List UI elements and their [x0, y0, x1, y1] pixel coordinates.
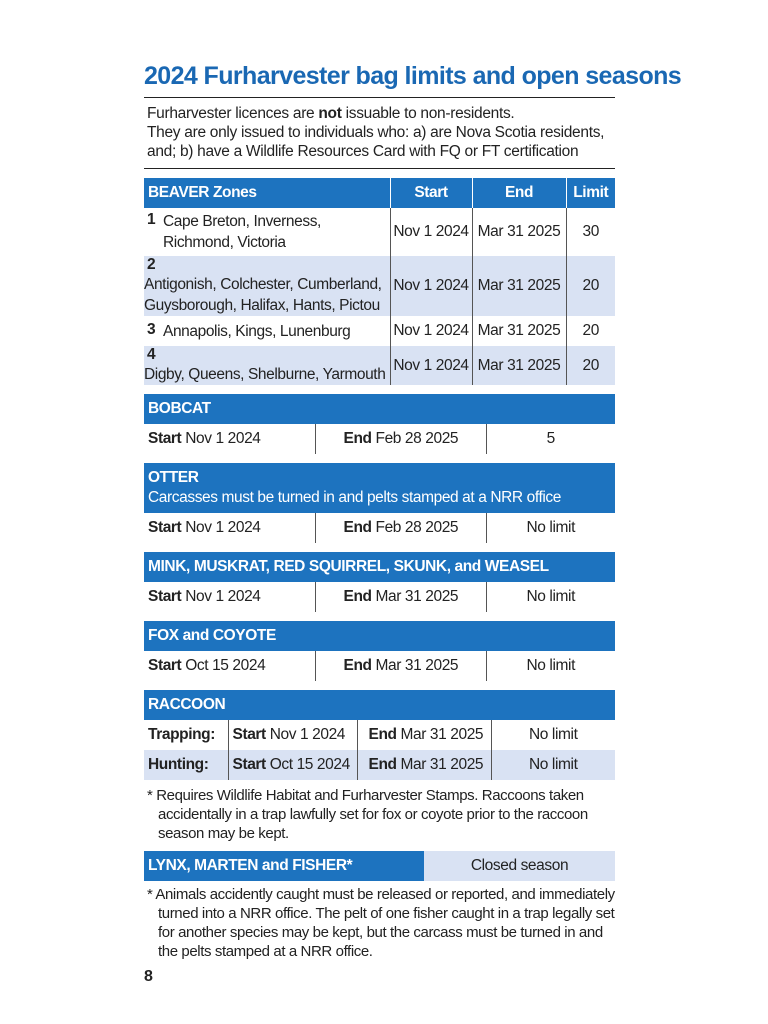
- zone-line: Guysborough, Halifax, Hants, Pictou: [144, 297, 380, 314]
- method-type: Trapping:: [148, 726, 216, 743]
- intro-line1-bold: not: [318, 105, 342, 122]
- start-date: Nov 1 2024: [390, 346, 472, 385]
- end-date: Mar 31 2025: [472, 316, 566, 346]
- start-cell: [144, 582, 315, 612]
- end-date: Mar 31 2025: [472, 208, 566, 256]
- fox-table: [144, 651, 615, 681]
- bag-limit: 20: [566, 256, 615, 316]
- zone-number: 3: [147, 320, 156, 338]
- table-row: [144, 720, 615, 750]
- otter-note: Carcasses must be turned in and pelts stamped at a NRR office: [148, 489, 561, 506]
- bag-limit: No limit: [486, 582, 615, 612]
- beaver-header-row: [144, 178, 615, 208]
- bag-limit: No limit: [491, 750, 615, 780]
- method-type: Hunting:: [148, 756, 209, 773]
- end-date: Mar 31 2025: [400, 756, 484, 773]
- lynx-header: LYNX, MARTEN and FISHER*: [144, 851, 424, 881]
- end-date: Mar 31 2025: [375, 588, 459, 605]
- table-row: [144, 316, 615, 346]
- bag-limit: 20: [566, 316, 615, 346]
- zone-line: Antigonish, Colchester, Cumberland,: [144, 276, 382, 293]
- table-row: [144, 424, 615, 454]
- otter-header: [144, 463, 615, 513]
- page-title: 2024 Furharvester bag limits and open seasons: [144, 62, 682, 90]
- raccoon-header: RACCOON: [144, 690, 615, 720]
- start-date: Oct 15 2024: [185, 657, 266, 674]
- bag-limit: 30: [566, 208, 615, 256]
- start-cell: [144, 513, 315, 543]
- bag-limit: 5: [486, 424, 615, 454]
- zone-number: 4: [147, 346, 156, 363]
- raccoon-footnote: [144, 780, 615, 843]
- table-row: [144, 346, 615, 385]
- footnote-line: turned into a NRR office. The pelt of one fisher caught in a trap legally set: [158, 905, 615, 922]
- start-date: Nov 1 2024: [390, 256, 472, 316]
- footnote-line: * Requires Wildlife Habitat and Furharvester Stamps. Raccoons taken: [147, 787, 584, 804]
- closed-season-status: Closed season: [424, 851, 615, 881]
- end-cell: [315, 582, 486, 612]
- intro-line2: They are only issued to individuals who: a) are Nova Scotia residents,: [147, 124, 605, 141]
- start-cell: [144, 651, 315, 681]
- start-label: Start: [148, 657, 182, 674]
- zone-names: Annapolis, Kings, Lunenburg: [163, 322, 351, 340]
- beaver-table: [144, 178, 615, 385]
- zone-line: Cape Breton, Inverness,: [163, 213, 321, 230]
- mink-header: MINK, MUSKRAT, RED SQUIRREL, SKUNK, and WEASEL: [144, 552, 615, 582]
- end-cell: [315, 424, 486, 454]
- intro-line3: and; b) have a Wildlife Resources Card with FQ or FT certification: [147, 143, 579, 160]
- lynx-row: [144, 851, 615, 881]
- end-date: Mar 31 2025: [400, 726, 484, 743]
- zone-number: 2: [147, 256, 156, 273]
- start-date: Nov 1 2024: [269, 726, 346, 743]
- start-label: Start: [232, 726, 266, 743]
- method-label: [144, 750, 228, 780]
- table-row: [144, 750, 615, 780]
- table-row: [144, 582, 615, 612]
- start-cell: [144, 424, 315, 454]
- start-label: Start: [232, 756, 266, 773]
- zone-names: [144, 274, 382, 316]
- start-date: Nov 1 2024: [390, 316, 472, 346]
- start-label: Start: [148, 519, 182, 536]
- footnote-line: * Animals accidently caught must be released or reported, and immediately: [147, 886, 615, 903]
- bag-limit: No limit: [486, 513, 615, 543]
- regulations-page: [144, 62, 682, 961]
- beaver-start-header: Start: [390, 178, 472, 208]
- end-label: End: [343, 657, 372, 674]
- end-cell: [357, 720, 491, 750]
- end-date: Feb 28 2025: [375, 430, 459, 447]
- otter-table: [144, 513, 615, 543]
- start-date: Nov 1 2024: [185, 430, 261, 447]
- bobcat-header: BOBCAT: [144, 394, 615, 424]
- end-label: End: [368, 756, 397, 773]
- start-date: Nov 1 2024: [185, 588, 261, 605]
- bag-limit: No limit: [486, 651, 615, 681]
- bag-limit: No limit: [491, 720, 615, 750]
- table-row: [144, 513, 615, 543]
- beaver-zones-header: BEAVER Zones: [144, 178, 390, 208]
- intro-text: [144, 98, 615, 168]
- start-date: Oct 15 2024: [269, 756, 350, 773]
- zone-names: Digby, Queens, Shelburne, Yarmouth: [144, 366, 386, 383]
- table-row: [144, 208, 615, 256]
- end-date: Mar 31 2025: [472, 346, 566, 385]
- end-label: End: [343, 430, 372, 447]
- end-date: Feb 28 2025: [375, 519, 459, 536]
- end-date: Mar 31 2025: [375, 657, 459, 674]
- zone-names: [163, 211, 321, 253]
- beaver-end-header: End: [472, 178, 566, 208]
- otter-title: OTTER: [148, 469, 199, 486]
- start-cell: [228, 720, 357, 750]
- end-label: End: [343, 519, 372, 536]
- zone-line: Richmond, Victoria: [163, 234, 286, 251]
- start-label: Start: [148, 588, 182, 605]
- bobcat-table: [144, 424, 615, 454]
- end-label: End: [368, 726, 397, 743]
- page-number: 8: [144, 968, 153, 985]
- footnote-line: the pelts stamped at a NRR office.: [158, 943, 373, 960]
- lynx-footnote: [144, 881, 615, 961]
- footnote-line: accidentally in a trap lawfully set for fox or coyote prior to the raccoon: [158, 806, 588, 823]
- intro-line1-pre: Furharvester licences are: [147, 105, 319, 122]
- beaver-limit-header: Limit: [566, 178, 615, 208]
- footnote-line: season may be kept.: [158, 825, 289, 842]
- table-row: [144, 256, 615, 316]
- end-cell: [315, 513, 486, 543]
- intro-line1-post: issuable to non-residents.: [341, 105, 515, 122]
- start-cell: [228, 750, 357, 780]
- zone-number: 1: [147, 211, 156, 228]
- end-cell: [315, 651, 486, 681]
- start-label: Start: [148, 430, 182, 447]
- fox-header: FOX and COYOTE: [144, 621, 615, 651]
- method-label: [144, 720, 228, 750]
- footnote-line: for another species may be kept, but the carcass must be turned in and: [158, 924, 603, 941]
- start-date: Nov 1 2024: [390, 208, 472, 256]
- mink-table: [144, 582, 615, 612]
- end-label: End: [343, 588, 372, 605]
- end-date: Mar 31 2025: [472, 256, 566, 316]
- table-row: [144, 651, 615, 681]
- raccoon-table: [144, 720, 615, 780]
- start-date: Nov 1 2024: [185, 519, 261, 536]
- end-cell: [357, 750, 491, 780]
- bag-limit: 20: [566, 346, 615, 385]
